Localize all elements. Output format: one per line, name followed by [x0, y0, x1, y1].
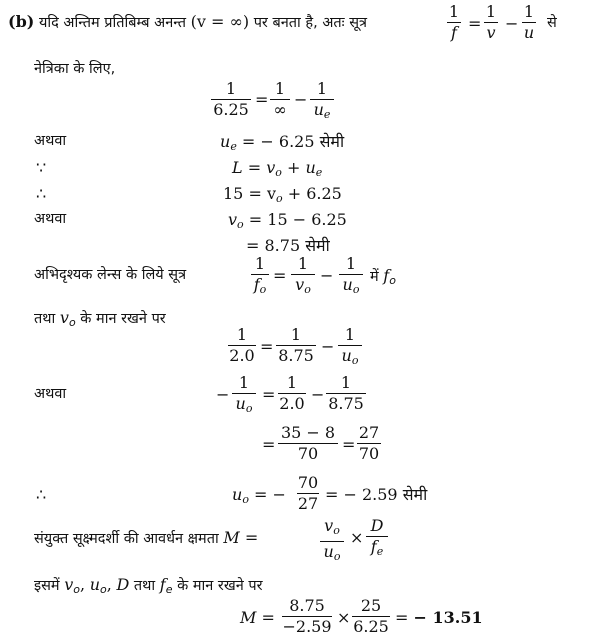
minus: − [311, 385, 325, 404]
final-answer: − 13.51 [413, 608, 483, 627]
therefore-symbol: ∴ [36, 184, 47, 203]
line-16: इसमें $v_o$, $u_o$, D तथा $f_e$ के मान रखने पर [34, 575, 263, 596]
eq-ue: $u_e$ = − 6.25 सेमी [220, 132, 345, 153]
therefore-symbol: ∴ [36, 485, 47, 504]
eq-uo: $u_o$ = − [232, 485, 286, 506]
fraction-1-over-u: 1 u [523, 2, 535, 42]
minus: − [320, 266, 334, 285]
fraction-70-over-27: 70 27 [297, 473, 319, 513]
word-athava: अथवा [34, 386, 67, 402]
times: × [350, 528, 364, 547]
minus: − [294, 90, 308, 109]
fraction-35-8-over-70: 35 − 8 70 [278, 424, 338, 463]
eq-875: = 8.75 सेमी [246, 236, 330, 255]
condition: (v = ∞) [190, 12, 250, 31]
fraction-1-over-20: 1 2.0 [229, 325, 255, 365]
fraction-1-over-v: 1 v [485, 2, 497, 42]
equals: = [255, 90, 269, 109]
text: यदि अन्तिम प्रतिबिम्ब अनन्त [38, 15, 187, 31]
fraction-1-over-uo: 1 $u_o$ [339, 255, 363, 299]
times: × [337, 608, 351, 627]
eq-vo: $v_o = 15 - 6.25$ [228, 210, 347, 231]
fraction-1-over-vo: 1 $v_o$ [291, 255, 315, 299]
text: पर बनता है, अतः सूत्र [253, 15, 368, 31]
fraction-25-over-625: 25 6.25 [353, 596, 389, 636]
eq-L: $L = v_o + u_e$ [232, 158, 323, 179]
equals: = [468, 14, 482, 33]
fraction-1-over-625: 1 6.25 [211, 80, 251, 119]
eq-15: $15 = v_o + 6.25$ [223, 184, 342, 205]
part-label: (b) [8, 12, 35, 31]
line-15-text: संयुक्त सूक्ष्मदर्शी की आवर्धन क्षमता M = [34, 528, 259, 547]
text-se: से [547, 15, 557, 31]
word-athava: अथवा [34, 133, 67, 149]
text-me: में $f_o$ [370, 266, 396, 287]
fraction-1-over-inf: 1 ∞ [270, 80, 290, 119]
because-symbol: ∵ [36, 158, 47, 177]
result: = − 13.51 [395, 608, 483, 627]
minus: − [321, 337, 335, 356]
equals: = [262, 435, 276, 454]
eq-259: = − 2.59 सेमी [325, 485, 428, 504]
fraction-1-over-875: 1 8.75 [276, 326, 316, 365]
fraction-27-over-70: 27 70 [358, 423, 380, 463]
minus: − [216, 385, 230, 404]
eq-M: M = [240, 608, 275, 627]
equals: = [342, 435, 356, 454]
line-10: तथा $v_o$ के मान रखने पर [34, 308, 166, 329]
fraction-875-over-m259: 8.75 −2.59 [282, 596, 332, 636]
word-athava: अथवा [34, 211, 67, 227]
fraction-1-over-uo: 1 $u_o$ [338, 326, 362, 370]
line-9-text: अभिदृश्यक लेन्स के लिये सूत्र [34, 267, 187, 283]
equals: = [262, 385, 276, 404]
fraction-D-over-fe: D $f_e$ [366, 517, 388, 561]
fraction-vo-over-uo: $v_o$ $u_o$ [320, 517, 344, 566]
fraction-1-over-f: 1 f [448, 2, 460, 42]
line-1 [8, 14, 367, 31]
fraction-1-over-ue: 1 $u_e$ [310, 80, 334, 124]
line-2: नेत्रिका के लिए, [34, 61, 116, 77]
fraction-1-over-20: 1 2.0 [279, 373, 305, 413]
fraction-neg-1-over-uo: 1 $u_o$ [232, 374, 256, 418]
equals: = [260, 337, 274, 356]
minus: − [505, 14, 519, 33]
equals: = [273, 266, 287, 285]
fraction-1-over-875: 1 8.75 [326, 374, 366, 413]
fraction-1-over-fo: 1 $f_o$ [251, 255, 269, 299]
